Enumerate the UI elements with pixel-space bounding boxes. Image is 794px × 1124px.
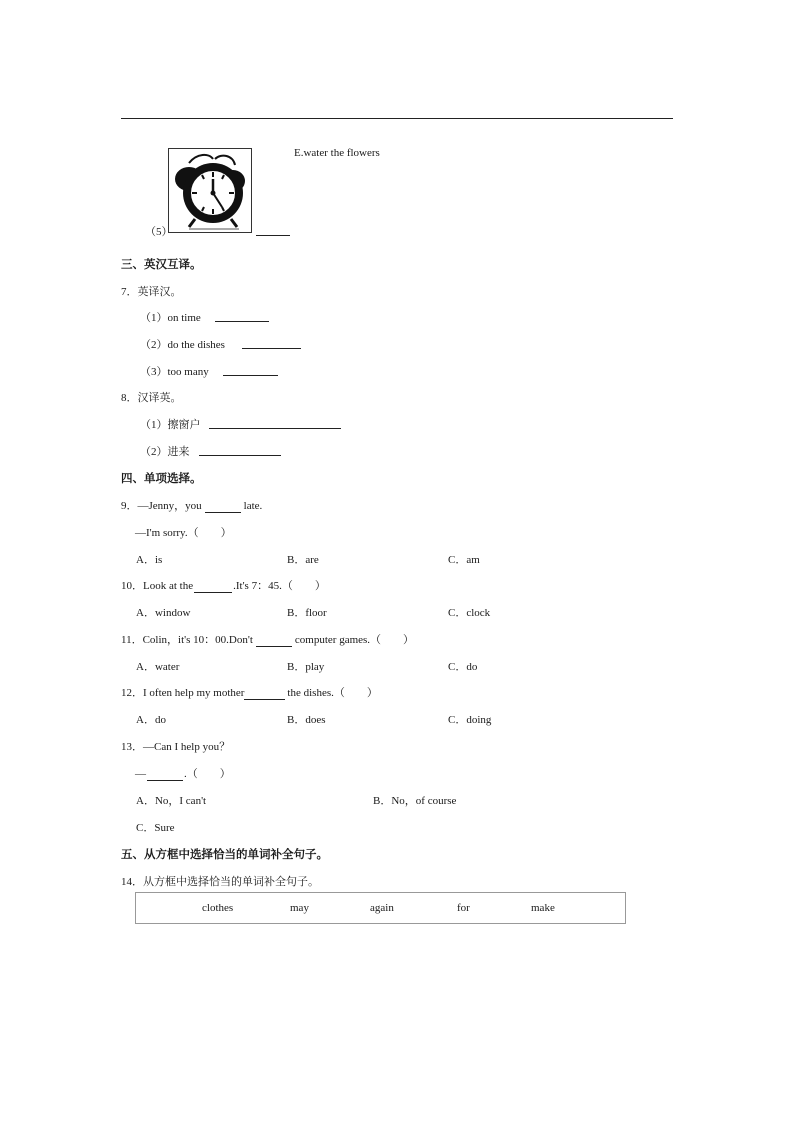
word-bank-item[interactable]: again xyxy=(370,902,394,914)
q8-title: 8．汉译英。 xyxy=(121,392,182,404)
q11-stem xyxy=(121,631,414,647)
q14-title: 14．从方框中选择恰当的单词补全句子。 xyxy=(121,876,319,888)
word-bank-box xyxy=(135,892,626,924)
q7-title: 7．英译汉。 xyxy=(121,286,182,298)
q9-line2: —I'm sorry.（ ） xyxy=(135,527,232,539)
word-bank-item[interactable]: may xyxy=(290,902,309,914)
q10-stem-post: .It's 7：45.（ ） xyxy=(233,580,326,592)
q7-item-1: （1）on time xyxy=(140,312,201,324)
q10-option-b[interactable]: B．floor xyxy=(287,607,327,619)
section5-title: 五、从方框中选择恰当的单词补全句子。 xyxy=(121,849,328,861)
q9-option-b[interactable]: B．are xyxy=(287,554,319,566)
q8-blank-2[interactable] xyxy=(199,443,281,456)
q10-option-c[interactable]: C．clock xyxy=(448,607,491,619)
q12-stem xyxy=(121,684,378,700)
section3-title: 三、英汉互译。 xyxy=(121,259,202,271)
q5-answer-blank[interactable] xyxy=(256,223,290,236)
word-bank-item[interactable]: clothes xyxy=(202,902,234,914)
q13-line1: 13．—Can I help you？ xyxy=(121,741,231,753)
q13-option-a[interactable]: A．No，I can't xyxy=(136,795,207,807)
q12-option-b[interactable]: B．does xyxy=(287,714,326,726)
q12-option-c[interactable]: C．doing xyxy=(448,714,492,726)
q11-blank[interactable] xyxy=(256,634,292,647)
q9-option-a[interactable]: A．is xyxy=(136,554,163,566)
q11-option-a[interactable]: A．water xyxy=(136,661,180,673)
q8-item-1: （1）擦窗户 xyxy=(140,419,201,431)
q11-option-b[interactable]: B．play xyxy=(287,661,325,673)
q13-stem-post: .（ ） xyxy=(184,768,231,780)
alarm-clock-picture xyxy=(168,148,252,233)
word-bank-item[interactable]: make xyxy=(531,902,555,914)
q7-blank-2[interactable] xyxy=(242,336,301,349)
q12-stem-post: the dishes.（ ） xyxy=(287,687,378,699)
q11-stem-post: computer games.（ ） xyxy=(294,634,415,646)
q11-stem-pre: 11．Colin，it's 10：00.Don't xyxy=(121,634,253,646)
q10-option-a[interactable]: A．window xyxy=(136,607,191,619)
q9-line1 xyxy=(121,497,262,513)
q10-stem xyxy=(121,577,326,593)
q13-dash: — xyxy=(135,768,146,780)
option-e: E.water the flowers xyxy=(294,147,380,159)
q10-blank[interactable] xyxy=(194,580,232,593)
q12-option-a[interactable]: A．do xyxy=(136,714,166,726)
q8-item-2: （2）进来 xyxy=(140,446,190,458)
q7-blank-3[interactable] xyxy=(223,363,278,376)
q8-blank-1[interactable] xyxy=(209,416,341,429)
q7-blank-1[interactable] xyxy=(215,309,269,322)
q13-option-b[interactable]: B．No，of course xyxy=(373,795,457,807)
q11-option-c[interactable]: C．do xyxy=(448,661,478,673)
q5-label: （5） xyxy=(145,226,173,238)
q9-stem-pre: 9．—Jenny，you xyxy=(121,500,202,512)
q12-blank[interactable] xyxy=(244,687,285,700)
q7-item-3: （3）too many xyxy=(140,366,209,378)
q9-blank[interactable] xyxy=(205,500,241,513)
q13-blank[interactable] xyxy=(147,768,183,781)
q10-stem-pre: 10．Look at the xyxy=(121,580,194,592)
q13-line2 xyxy=(135,765,231,781)
alarm-clock-icon xyxy=(169,149,251,232)
word-bank-item[interactable]: for xyxy=(457,902,470,914)
section4-title: 四、单项选择。 xyxy=(121,473,202,485)
header-rule xyxy=(121,118,673,119)
q9-stem-post: late. xyxy=(243,500,263,512)
q13-option-c[interactable]: C．Sure xyxy=(136,822,175,834)
q12-stem-pre: 12．I often help my mother xyxy=(121,687,245,699)
q7-item-2: （2）do the dishes xyxy=(140,339,225,351)
q9-option-c[interactable]: C．am xyxy=(448,554,480,566)
